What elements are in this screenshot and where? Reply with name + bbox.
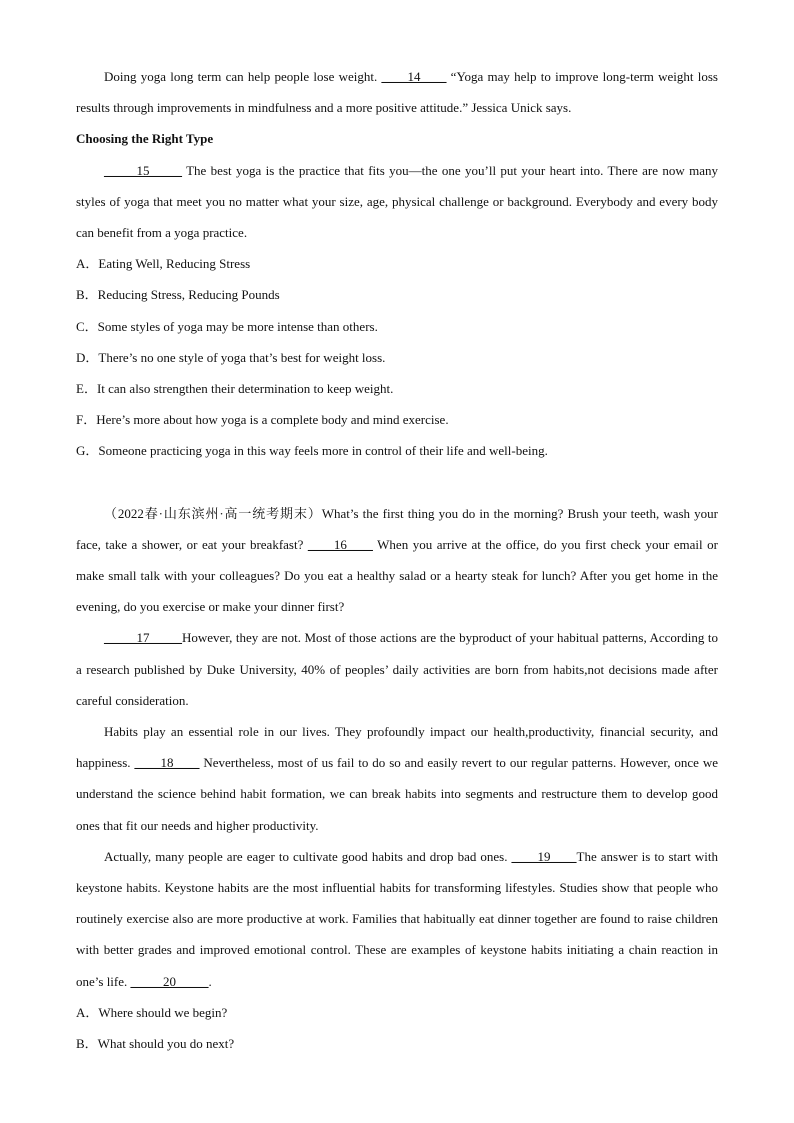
question-source: （2022春·山东滨州·高一统考期末） [104,505,322,521]
option-d: D．There’s no one style of yoga that’s best for weight loss. [76,349,386,365]
option-e: E．It can also strengthen their determination to keep weight. [76,381,394,397]
text-segment: The best yoga is the practice that fits you—the one you’ll put your heart into. There are now many styles of yoga that meet you no matter what your size, age, physical challenge or background. Everybody and every body can benefit from a yoga practice. [76,162,718,241]
answer-blank-19[interactable]: ____19____ [511,848,577,864]
text-segment: Actually, many people are eager to cultivate good habits and drop bad ones. [104,848,512,864]
paragraph-habitual [76,622,718,716]
option-a: A．Where should we begin? [76,1004,228,1020]
paragraph-keystone [76,841,718,997]
text-segment: “Yoga may help to improve long-term weight loss results through improvements in mindfulness and a more positive attitude.” Jessica Unick says. [76,69,718,116]
option-g: G．Someone practicing yoga in this way feels more in control of their life and well-being. [76,443,548,459]
answer-blank-20[interactable]: _____20_____ [130,973,209,989]
text-segment: Doing yoga long term can help people lose weight. [104,69,382,84]
text-segment: Habits play an essential role in our lives. They profoundly impact our health,productivity, financial security, and happiness. [76,724,718,771]
paragraph-habits-role [76,716,718,841]
text-segment: The answer is to start with keystone habits. Keystone habits are the most influential habits for transforming lifestyles. Studies show that people who routinely exercise also are more productive at work. Families that habitually eat dinner together are found to raise children with better grades and improved emotional control. These are examples of keystone habits initiating a chain reaction in one’s life. [76,848,718,989]
option-c: C．Some styles of yoga may be more intense than others. [76,318,378,334]
answer-blank-15[interactable]: _____15_____ [104,162,182,178]
option-b: B．Reducing Stress, Reducing Pounds [76,287,280,303]
option-a: A．Eating Well, Reducing Stress [76,256,251,272]
option-f: F．Here’s more about how yoga is a complete body and mind exercise. [76,412,449,428]
section-spacer [76,467,718,498]
option-b: B．What should you do next? [76,1036,235,1052]
paragraph-morning [76,498,718,623]
text-segment: . [208,973,212,989]
paragraph-right-type [76,155,718,249]
answer-blank-17[interactable]: _____17_____ [104,630,182,646]
answer-blank-14[interactable]: ____14____ [381,69,447,84]
answer-blank-16[interactable]: ____16____ [307,536,373,552]
text-segment: What’s the first thing you do in the morning? Brush your teeth, wash your face, take a shower, or eat your breakfast? [76,505,718,552]
text-segment: Nevertheless, most of us fail to do so and easily revert to our regular patterns. However, once we understand the science behind habit formation, we can break habits into segments and restructure them to develop good ones that fit our needs and higher productivity. [76,755,718,833]
text-segment: However, they are not. Most of those actions are the byproduct of your habitual patterns, According to a research published by Duke University, 40% of peoples’ daily activities are born from habits,not decisions made after careful consideration. [76,630,718,708]
answer-blank-18[interactable]: ____18____ [134,755,200,771]
paragraph-yoga-weight [76,61,718,123]
section-heading: Choosing the Right Type [76,131,214,147]
document-page [76,61,718,1059]
text-segment: When you arrive at the office, do you first check your email or make small talk with your colleagues? Do you eat a healthy salad or a hearty steak for lunch? After you get home in the evening, do you exercise or make your dinner first? [76,536,718,615]
